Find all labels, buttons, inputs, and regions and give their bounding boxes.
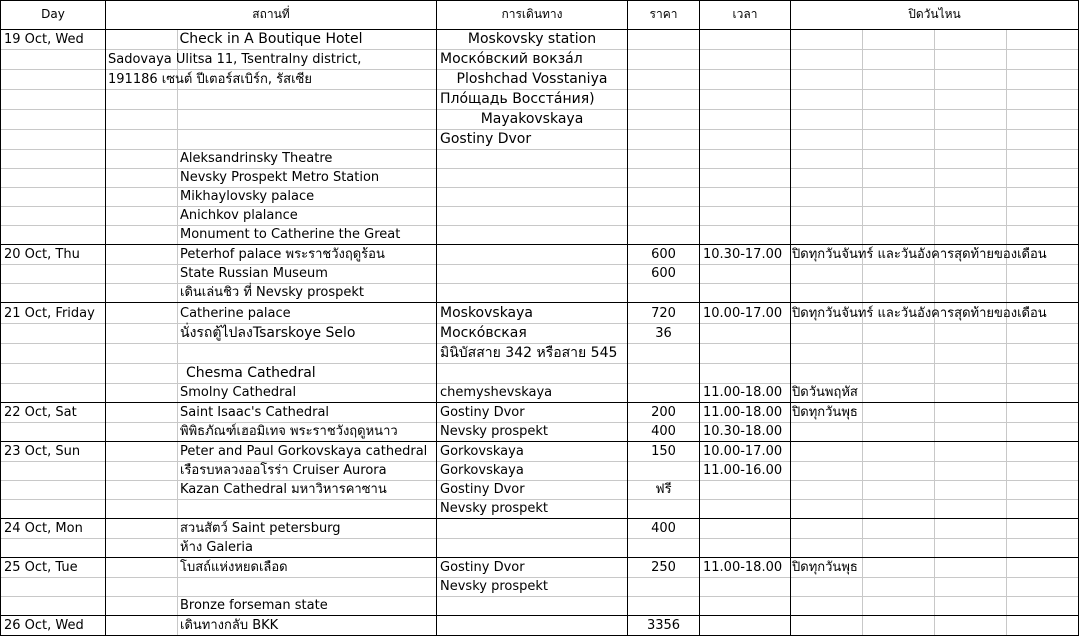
- place-cell: Chesma Cathedral: [186, 365, 316, 381]
- travel-cell: Mayakovskaya: [480, 111, 584, 127]
- gridline: [177, 29, 178, 636]
- place-cell: Sadovaya Ulitsa 11, Tsentralny district,: [108, 52, 362, 67]
- travel-cell: Gorkovskaya: [440, 444, 524, 459]
- place-cell: Peter and Paul Gorkovskaya cathedral: [180, 444, 428, 459]
- time-cell: 11.00-16.00: [703, 463, 783, 478]
- place-cell: เดินเล่นชิว ที่ Nevsky prospekt: [180, 285, 365, 300]
- place-cell: Catherine palace: [180, 306, 291, 321]
- header-day: Day: [41, 7, 65, 21]
- border: [0, 557, 1079, 558]
- place-cell: Nevsky Prospekt Metro Station: [180, 170, 380, 185]
- time-cell: 10.30-17.00: [703, 247, 783, 262]
- place-cell: Mikhaylovsky palace: [180, 189, 315, 204]
- day-label: 24 Oct, Mon: [4, 521, 83, 536]
- gridline: [934, 29, 935, 636]
- border: [0, 0, 1, 636]
- gridline: [0, 480, 1079, 481]
- border: [105, 0, 106, 636]
- gridline: [0, 149, 1079, 150]
- gridline: [0, 363, 1079, 364]
- price-cell: 250: [651, 560, 676, 575]
- travel-cell: Nevsky prospekt: [440, 424, 548, 439]
- price-cell: ฟรี: [655, 482, 672, 497]
- border: [0, 402, 1079, 403]
- gridline: [0, 538, 1079, 539]
- border: [0, 441, 1079, 442]
- gridline: [0, 168, 1079, 169]
- travel-cell: chemyshevskaya: [440, 385, 553, 400]
- travel-cell: Gostiny Dvor: [440, 131, 532, 147]
- travel-cell: Моско́вский вокза́л: [440, 51, 583, 67]
- travel-cell: Gorkovskaya: [440, 463, 524, 478]
- place-cell: 191186 เซนต์ ปีเตอร์สเบิร์ก, รัสเซีย: [108, 72, 312, 87]
- time-cell: 10.30-18.00: [703, 424, 783, 439]
- border: [699, 0, 700, 636]
- header-place: สถานที่: [252, 7, 290, 21]
- gridline: [0, 225, 1079, 226]
- place-cell: เดินทางกลับ BKK: [180, 618, 279, 633]
- travel-cell: Gostiny Dvor: [440, 482, 525, 497]
- closed-cell: ปิดทุกวันพุธ: [792, 405, 858, 420]
- closed-cell: ปิดทุกวันจันทร์ และวันอังคารสุดท้ายของเดือน: [792, 247, 1047, 262]
- travel-cell: Gostiny Dvor: [440, 405, 525, 420]
- price-total: 3356: [646, 618, 681, 633]
- gridline: [0, 596, 1079, 597]
- price-cell: 36: [655, 326, 672, 341]
- gridline: [0, 187, 1079, 188]
- gridline: [0, 461, 1079, 462]
- travel-cell: Nevsky prospekt: [440, 579, 548, 594]
- place-cell: พิพิธภัณฑ์เฮอมิเทจ พระราชวังฤดูหนาว: [180, 424, 398, 439]
- price-cell: 600: [651, 266, 676, 281]
- day-label: 26 Oct, Wed: [4, 618, 84, 633]
- travel-cell: Пло́щадь Восста́ния): [440, 91, 595, 107]
- place-cell: Bronze forseman state: [180, 598, 328, 613]
- header-travel: การเดินทาง: [501, 7, 563, 21]
- price-cell: 720: [651, 306, 676, 321]
- day-label: 19 Oct, Wed: [4, 32, 84, 47]
- price-cell: 400: [651, 521, 676, 536]
- price-cell: 150: [651, 444, 676, 459]
- price-cell: 400: [651, 424, 676, 439]
- closed-cell: ปิดทุกวันจันทร์ และวันอังคารสุดท้ายของเดือน: [792, 306, 1047, 321]
- gridline: [0, 129, 1079, 130]
- price-cell: 600: [651, 247, 676, 262]
- gridline: [0, 283, 1079, 284]
- border: [436, 0, 437, 636]
- place-cell: Peterhof palace พระราชวังฤดูร้อน: [180, 247, 385, 262]
- header-price: ราคา: [649, 7, 678, 21]
- header-time: เวลา: [732, 7, 758, 21]
- price-cell: 200: [651, 405, 676, 420]
- time-cell: 11.00-18.00: [703, 385, 783, 400]
- header-closed: ปิดวันไหน: [908, 7, 961, 21]
- place-cell: Aleksandrinsky Theatre: [180, 151, 333, 166]
- travel-cell: มินิบัสสาย 342 หรือสาย 545: [440, 345, 618, 361]
- time-cell: 11.00-18.00: [703, 405, 783, 420]
- gridline: [0, 323, 1079, 324]
- closed-cell: ปิดทุกวันพุธ: [792, 560, 858, 575]
- place-cell: สวนสัตว์ Saint petersburg: [180, 521, 341, 536]
- border: [0, 518, 1079, 519]
- place-cell: Saint Isaac's Cathedral: [180, 405, 330, 420]
- day-label: 21 Oct, Friday: [4, 306, 95, 321]
- border: [0, 615, 1079, 616]
- border: [790, 0, 791, 636]
- gridline: [0, 206, 1079, 207]
- travel-cell: Moskovskaya: [440, 305, 533, 321]
- place-cell: Smolny Cathedral: [180, 385, 297, 400]
- place-cell: Monument to Catherine the Great: [180, 227, 401, 242]
- gridline: [1006, 29, 1007, 636]
- place-cell: Anichkov plalance: [180, 208, 298, 223]
- place-cell: Check in A Boutique Hotel: [179, 31, 363, 47]
- place-cell: ห้าง Galeria: [180, 540, 253, 555]
- day-label: 23 Oct, Sun: [4, 444, 81, 459]
- time-cell: 10.00-17.00: [703, 444, 783, 459]
- place-cell: Kazan Cathedral มหาวิหารคาซาน: [180, 482, 387, 497]
- place-cell: State Russian Museum: [180, 266, 328, 281]
- day-label: 20 Oct, Thu: [4, 247, 80, 262]
- gridline: [862, 29, 863, 636]
- travel-cell: Nevsky prospekt: [440, 501, 548, 516]
- border: [0, 0, 1079, 1]
- day-label: 25 Oct, Tue: [4, 560, 78, 575]
- travel-cell: Ploshchad Vosstaniya: [456, 71, 608, 87]
- time-cell: 11.00-18.00: [703, 560, 783, 575]
- place-cell: เรือรบหลวงออโรร่า Cruiser Aurora: [180, 463, 387, 478]
- place-cell: นั่งรถตู้ไปลงTsarskoye Selo: [180, 325, 356, 341]
- time-cell: 10.00-17.00: [703, 306, 783, 321]
- place-cell: โบสถ์แห่งหยดเลือด: [180, 560, 288, 575]
- gridline: [0, 264, 1079, 265]
- border: [0, 302, 1079, 303]
- travel-cell: Moskovsky station: [467, 31, 597, 47]
- day-label: 22 Oct, Sat: [4, 405, 77, 420]
- closed-cell: ปิดวันพฤหัส: [792, 385, 858, 400]
- travel-cell: Gostiny Dvor: [440, 560, 525, 575]
- travel-cell: Моско́вская: [440, 325, 527, 341]
